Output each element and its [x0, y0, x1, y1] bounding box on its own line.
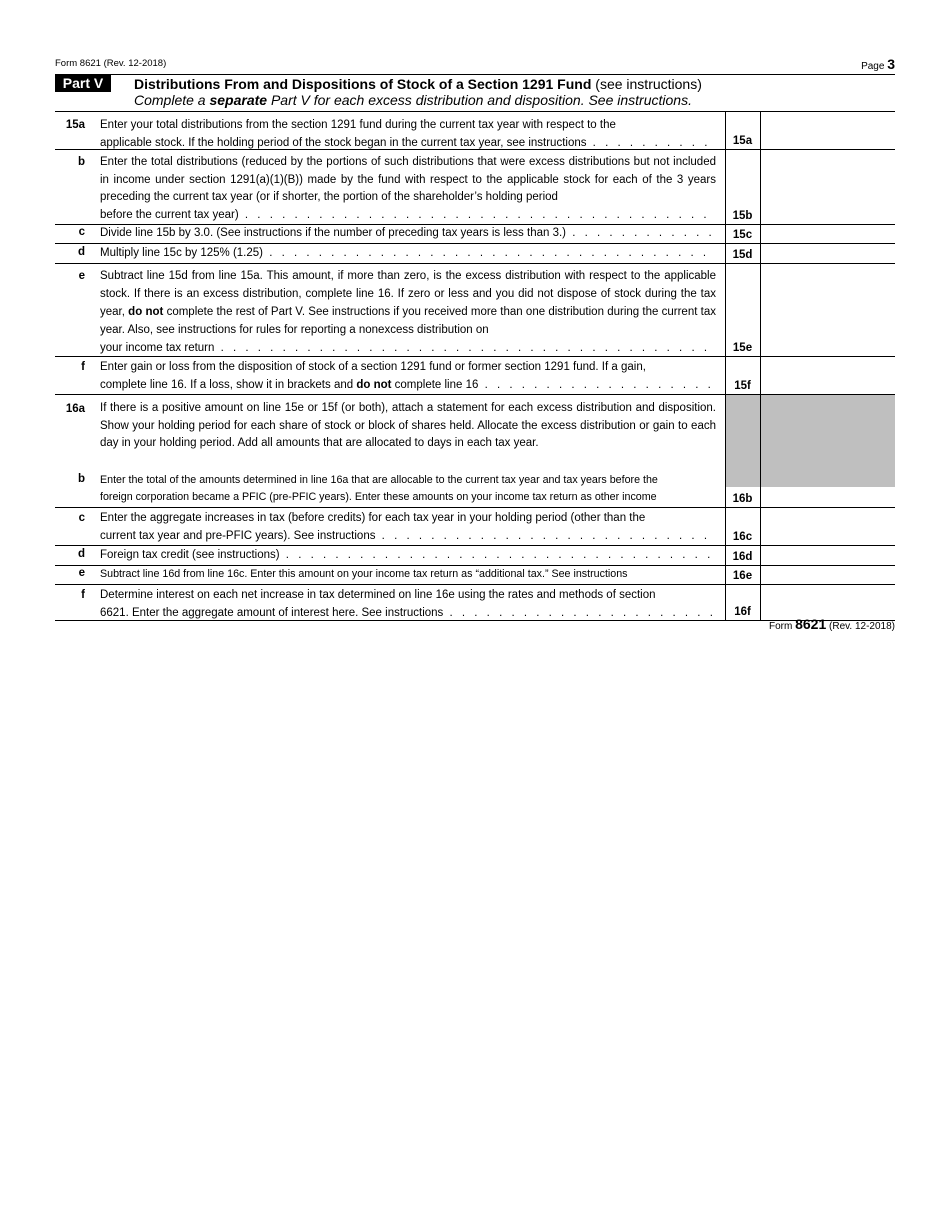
line-label: 16c: [732, 531, 753, 543]
line-label: 16e: [732, 570, 753, 582]
line-text-2: [100, 377, 716, 395]
line-text-1: Enter your total distributions from the section 1291 fund during the current tax year with respect to the: [100, 119, 616, 131]
line-text-1: Enter gain or loss from the disposition of stock of a section 1291 fund or former section 1291 fund. If a gain,: [100, 361, 646, 373]
line-number: b: [77, 156, 85, 168]
line-label: 16f: [734, 606, 751, 618]
line-text-1: Subtract line 15d from line 15a. This amount, if more than zero, is the excess distribution with respect to the applicable stock. If there is an excess distribution, complete line 16. If zero or less and you did not dispose of stock during the tax year,: [100, 270, 716, 318]
line-16e: [55, 566, 895, 585]
page-header: [55, 56, 895, 74]
line-text: [100, 267, 716, 357]
line-text-2-post: complete line 16: [391, 378, 479, 391]
line-number: e: [78, 567, 85, 579]
amount-16b[interactable]: [761, 490, 895, 507]
page-number: [861, 56, 895, 72]
line-text-value: Divide line 15b by 3.0. (See instructions if the number of preceding tax years is less than 3.): [100, 227, 566, 239]
line-text: [100, 245, 716, 263]
line-text-2: foreign corporation became a PFIC (pre-PFIC years). Enter these amounts on your income tax return as other income: [100, 491, 657, 503]
footer-revision: (Rev. 12-2018): [829, 621, 895, 632]
line-16d: [55, 546, 895, 566]
line-number: 16a: [65, 403, 85, 415]
amount-15f[interactable]: [761, 377, 895, 394]
part-title-note: (see instructions): [595, 76, 702, 92]
amount-15e[interactable]: [761, 339, 895, 356]
line-text-1: Enter the aggregate increases in tax (before credits) for each tax year in your holding period (other than the: [100, 512, 646, 524]
line-15d: [55, 244, 895, 264]
line-text-bold: do not: [128, 306, 164, 318]
line-text: Subtract line 16d from line 16c. Enter this amount on your income tax return as “additional tax.” See instructions: [100, 568, 628, 580]
line-number: e: [78, 270, 85, 282]
line-text-2-value: 6621. Enter the aggregate amount of interest here. See instructions: [100, 606, 444, 619]
line-text-2: [100, 207, 716, 225]
line-label: 15f: [734, 380, 751, 392]
page-label: Page: [861, 61, 885, 72]
amount-16d[interactable]: [761, 548, 895, 565]
line-text: [100, 359, 716, 394]
line-label: 15a: [732, 135, 753, 147]
line-15c: [55, 225, 895, 244]
line-15b: [55, 150, 895, 225]
line-text: [100, 587, 716, 622]
line-text-1: Enter the total distributions (reduced by the portions of such distributions that were excess distributions but not included in income under section 1291(a)(1)(B)) made by the fund with respect to the applicable stock for each of the 3 years preceding the current tax year (or if shorter, the portion of the shareholder’s holding period: [100, 156, 716, 203]
line-text-2-value: applicable stock. If the holding period of the stock began in the current tax year, see instructions: [100, 136, 587, 149]
line-text-1: [100, 225, 716, 243]
line-text-2: [100, 528, 716, 546]
amount-15d[interactable]: [761, 246, 895, 263]
line-text: [100, 154, 716, 224]
line-label: 15e: [732, 342, 753, 354]
line-number: c: [78, 512, 85, 524]
line-label: 15c: [732, 229, 753, 241]
line-text: [100, 547, 716, 565]
line-text-2-value: current tax year and pre-PFIC years). See instructions: [100, 529, 376, 542]
line-text: [100, 225, 716, 243]
part-title-text: Distributions From and Dispositions of Stock of a Section 1291 Fund: [134, 76, 592, 92]
line-number: b: [77, 473, 85, 485]
line-text: [100, 117, 716, 152]
shaded-area: [726, 395, 895, 487]
form-id: Form 8621 (Rev. 12-2018): [55, 58, 167, 69]
amount-15a[interactable]: [761, 132, 895, 149]
line-text-1: [100, 547, 716, 565]
amount-16c[interactable]: [761, 528, 895, 545]
line-label: 16b: [732, 493, 753, 505]
line-text-2-value: your income tax return: [100, 342, 215, 354]
part-title: [134, 76, 702, 92]
amount-15c[interactable]: [761, 226, 895, 243]
part-v-header: [55, 74, 895, 112]
line-16b: [55, 473, 895, 508]
line-label: 16d: [732, 551, 753, 563]
footer-form-label: Form: [768, 621, 793, 632]
line-text-value: Multiply line 15c by 125% (1.25): [100, 247, 263, 259]
line-text-1: Determine interest on each net increase in tax determined on line 16e using the rates and methods of section: [100, 589, 656, 601]
line-text-bold: do not: [356, 378, 392, 391]
line-label: 15b: [732, 210, 753, 222]
amount-16e[interactable]: [761, 567, 895, 584]
line-15f: [55, 357, 895, 395]
part-subtitle: [134, 92, 692, 108]
lines-table: [55, 111, 895, 621]
page-footer: [769, 616, 895, 632]
line-15e: [55, 264, 895, 357]
line-number: f: [81, 361, 85, 373]
part-subtitle-bold: separate: [209, 92, 268, 108]
page-number-value: 3: [887, 56, 895, 72]
line-text: If there is a positive amount on line 15e or 15f (or both), attach a statement for each excess distribution and disposition. Show your holding period for each share of stock or block of shares held. Allocate the excess distribution or gain to each day in your holding period. Add all amounts that are allocated to days in each tax year.: [100, 402, 716, 449]
line-text-2-value: before the current tax year): [100, 208, 239, 221]
line-number: f: [81, 589, 85, 601]
line-15a: [55, 111, 895, 150]
line-text-value: Foreign tax credit (see instructions): [100, 549, 280, 561]
line-16c: [55, 508, 895, 546]
line-number: d: [77, 548, 85, 560]
part-subtitle-pre: Complete a: [134, 92, 210, 108]
line-text-2: [100, 339, 716, 357]
line-text-1-post: complete the rest of Part V. See instructions if you received more than one distribution during the current tax year. Also, see instructions for rules for reporting a nonexcess distribution on: [100, 306, 716, 336]
line-text-1: [100, 245, 716, 263]
line-text-2: [100, 605, 716, 623]
line-number: d: [77, 246, 85, 258]
line-text: [100, 472, 716, 506]
part-badge: Part V: [55, 75, 111, 92]
line-text-1: Enter the total of the amounts determined in line 16a that are allocable to the current tax year and tax years before the: [100, 474, 658, 486]
part-subtitle-post: Part V for each excess distribution and disposition. See instructions.: [267, 92, 692, 108]
line-number: 15a: [65, 119, 85, 131]
line-number: c: [78, 226, 85, 238]
footer-form-number: 8621: [795, 616, 827, 632]
line-label: 15d: [732, 249, 753, 261]
line-text: [100, 510, 716, 545]
amount-15b[interactable]: [761, 207, 895, 224]
line-text-2-pre: complete line 16. If a loss, show it in brackets and: [100, 378, 357, 391]
